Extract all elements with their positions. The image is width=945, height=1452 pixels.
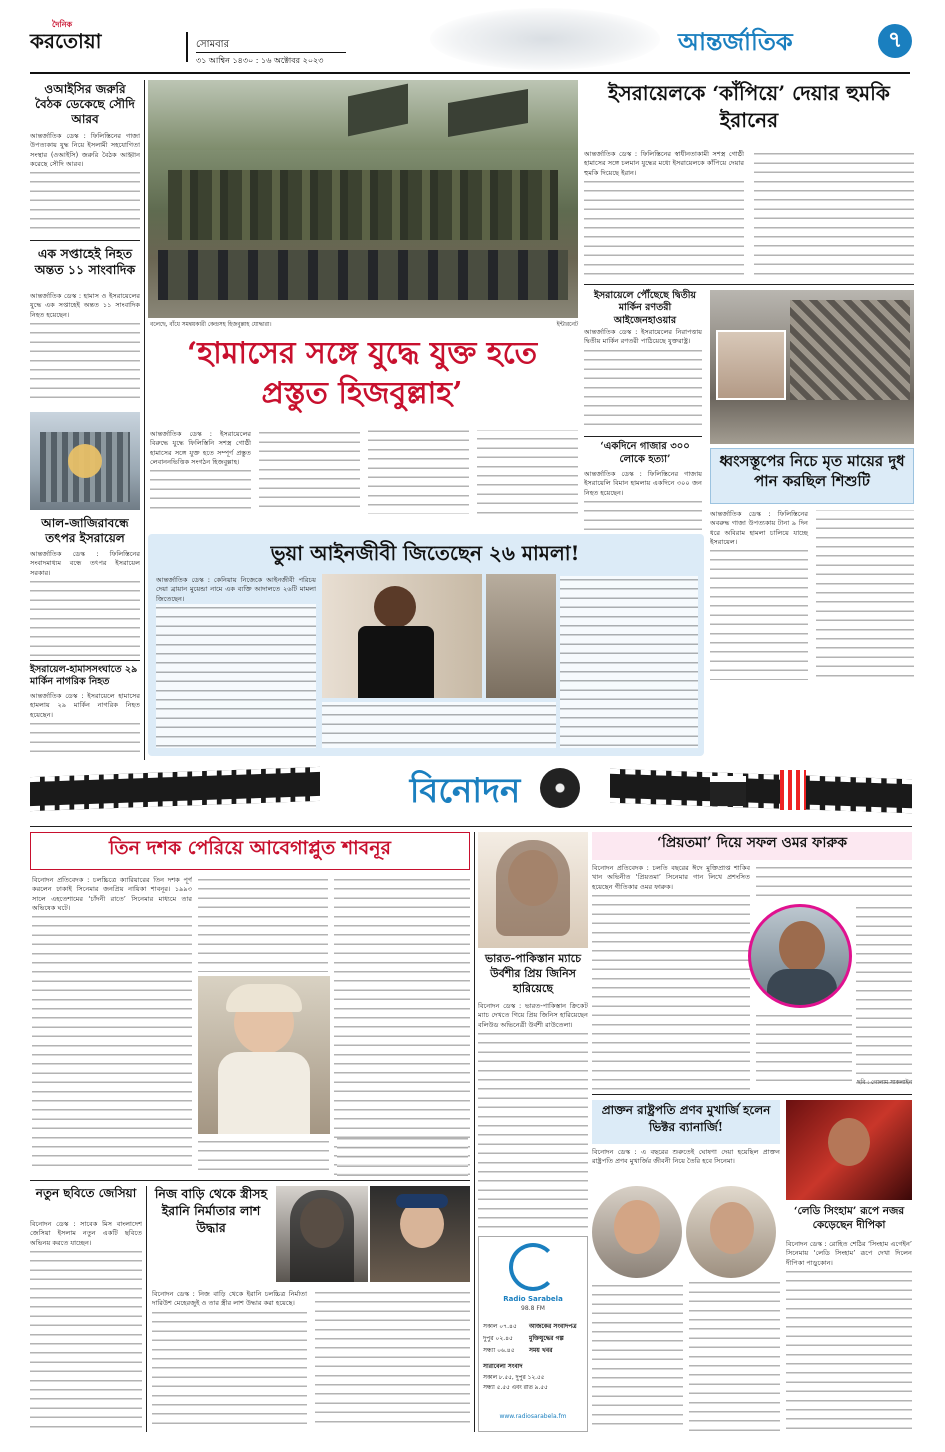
omar-byline: ছবি : গোলাম সাকলাইন <box>857 1080 912 1086</box>
omar-body-2 <box>756 864 912 904</box>
radio-title-2: মুক্তিযুদ্ধের গল্প <box>529 1335 564 1342</box>
photo-credit: ইন্টারনেট <box>556 322 578 328</box>
radio-times-2: সন্ধ্যা ৫.৫৫ এবং রাত ৯.৫৫ <box>483 1385 548 1391</box>
story-journalists-body: আন্তর্জাতিক ডেস্ক : হামাস ও ইসরায়েলের যুদ্ধে এক সপ্তাহেই অন্তত ১১ সাংবাদিক নিহত হয়েছেন। <box>30 292 140 404</box>
shabnur-body-1: বিনোদন প্রতিবেদক : চলচ্চিত্রে ক্যারিয়ারের তিন দশক পূর্ণ করলেন ঢাকাই সিনেমার জনপ্রিয় নায়িকা শাবনূর। ১৯৯৩ সালে এহতেশামের ‘চাঁদনী রাতে’ সিনেমার মাধ্যমে তার অভিষেক ঘটে। <box>32 876 192 1176</box>
radio-title-1: আজকের সংবাদপত্র <box>529 1323 577 1330</box>
lawyer-body-bottom <box>322 702 556 748</box>
radio-time-1: সকাল ০৭.৪৫ <box>483 1323 517 1330</box>
radio-time-3: সন্ধ্যা ০৬.৪৫ <box>483 1347 515 1354</box>
iran-headline: ইসরায়েলকে ‘কাঁপিয়ে’ দেয়ার হুমকি ইরানের <box>608 81 890 132</box>
clapperboard-icon <box>710 776 746 806</box>
child-inset-photo <box>716 330 786 400</box>
main-story-body: আন্তর্জাতিক ডেস্ক : ইসরায়েলের বিরুদ্ধে যুদ্ধে ফিলিস্তিনি সশস্ত্র গোষ্ঠী হামাসের সঙ্গে যুক্ত হতে সম্পূর্ণ প্রস্তুত লেবাননভিত্তিক সংগঠন হিজবুল্লাহ। <box>150 430 578 530</box>
victor-photo <box>686 1186 776 1278</box>
film-strip-right <box>610 769 912 814</box>
lawyer-body-left: আন্তর্জাতিক ডেস্ক : কেনিয়ায় নিজেকে আইনজীবী পরিচয় দেয়া ব্রায়ান মুয়েন্ডা নামে এক ব্যক্তি আদালতে ২৬টি মামলা জিতেছেন। <box>156 576 316 748</box>
story-oic-body: আন্তর্জাতিক ডেস্ক : ফিলিস্তিনের গাজা উপত্যকায় যুদ্ধ নিয়ে ইসলামী সহযোগিতা সংস্থার (ওআইসি) জরুরি বৈঠক আহ্বান করেছে সৌদি আরব। <box>30 132 140 234</box>
page-number: ৭ <box>878 24 912 58</box>
director-wife-photo <box>276 1186 368 1282</box>
logo <box>30 18 180 64</box>
hezbollah-photo <box>148 80 578 318</box>
lawyer-body-right <box>560 576 698 748</box>
shabnur-body-2 <box>198 876 328 972</box>
issue-date: ৩১ আশ্বিন ১৪৩০ : ১৬ অক্টোবর ২০২৩ <box>196 56 324 65</box>
gaza300-headline: ‘একদিনে গাজার ৩০০ লোকে হত্যা’ <box>600 441 690 465</box>
main-headline: ‘হামাসের সঙ্গে যুদ্ধে যুক্ত হতে প্রস্তুত হিজবুল্লাহ’ <box>186 336 538 411</box>
photo-caption: বলেছে, বাঁধে সমন্বয়কারী কেন্দ্রসহ হিজবুল্লাহ যোদ্ধারা। <box>150 322 272 328</box>
issue-day: সোমবার <box>196 39 230 50</box>
iran-director-body: বিনোদন ডেস্ক : নিজ বাড়ি থেকে ইরানি চলচ্চিত্র নির্মাতা দারিউশ মেহেরজুই ও তার স্ত্রীর লাশ উদ্ধার করা হয়েছে। <box>152 1290 470 1432</box>
pranab-body-1: বিনোদন ডেস্ক : এ বছরের শুরুতেই ঘোষণা দেয়া হয়েছিল প্রাক্তন রাষ্ট্রপতি প্রণব মুখার্জির জীবনী নিয়ে তৈরি হবে সিনেমা। <box>592 1148 780 1166</box>
mother-headline: ধ্বংসস্তূপের নিচে মৃত মায়ের দুধ পান করছিল শিশুটি <box>719 452 905 490</box>
deepika-headline: ‘লেডি সিংহাম’ রূপে নজর কেড়েছেন দীপিকা <box>793 1205 905 1232</box>
iran-story-body: আন্তর্জাতিক ডেস্ক : ফিলিস্তিনের স্বাধীনতাকামী সশস্ত্র গোষ্ঠী হামাসের সঙ্গে চলমান যুদ্ধের মধ্যে ইসরায়েলকে কাঁপিয়ে দেয়ার হুমকি দিয়েছে ইরান। <box>584 150 914 280</box>
lawyer-photo <box>322 574 482 698</box>
film-strip-left <box>30 767 320 811</box>
iran-director-headline: নিজ বাড়ি থেকে স্ত্রীসহ ইরানি নির্মাতার লাশ উদ্ধার <box>154 1186 268 1235</box>
film-reel-icon <box>540 768 580 808</box>
urvashi-photo <box>478 832 588 948</box>
binodon-title: বিনোদন <box>409 771 521 811</box>
radio-frequency: 98.8 FM <box>521 1305 545 1312</box>
director-photo <box>370 1186 470 1282</box>
radio-times: সকাল ৮.৫৫, দুপুর ১২.৫৫ <box>483 1375 545 1381</box>
radio-logo-icon <box>509 1243 557 1291</box>
story-americans-body: আন্তর্জাতিক ডেস্ক : ইসরায়েলে হামাসের হামলায় ২৯ মার্কিন নাগরিক নিহত হয়েছেন। <box>30 692 140 760</box>
story-americans-headline: ইসরায়েল-হামাসসংঘাতে ২৯ মার্কিন নাগরিক নিহত <box>30 664 138 687</box>
story-journalists-headline: এক সপ্তাহেই নিহত অন্তত ১১ সাংবাদিক <box>34 246 136 277</box>
lawyer-photo-2 <box>486 574 556 698</box>
popcorn-icon <box>780 770 806 810</box>
radio-extra: সারাবেলা সংবাদ <box>483 1363 523 1370</box>
omar-photo <box>748 904 852 1008</box>
jessia-body: বিনোদন ডেস্ক : সাবেক মিস বাংলাদেশ জেসিয়া ইসলাম নতুন একটি ছবিতে অভিনয় করতে যাচ্ছেন। <box>30 1220 142 1432</box>
deepika-photo <box>786 1100 912 1200</box>
radio-time-2: দুপুর ০২.৪৫ <box>483 1335 513 1342</box>
radio-title-3: সময় খবর <box>529 1347 553 1354</box>
gaza300-body: আন্তর্জাতিক ডেস্ক : ফিলিস্তিনের গাজায় ইসরায়েলি বিমান হামলায় একদিনে ৩০০ জন নিহত হয়েছেন। <box>584 470 702 606</box>
mother-body: আন্তর্জাতিক ডেস্ক : ফিলিস্তিনের অবরুদ্ধ গাজা উপত্যকায় টানা ৯ দিন ধরে অবিরাম হামলা চালিয়ে যাচ্ছে ইসরায়েল। <box>710 510 914 680</box>
story-oic-headline: ওআইসির জরুরি বৈঠক ডেকেছে সৌদি আরব <box>35 82 135 126</box>
deepika-body: বিনোদন ডেস্ক : রোহিত শেঠির ‘সিংহাম এগেইন’ সিনেমায় ‘লেডি সিংহাম’ রূপে দেখা দিলেন দীপিকা পাড়ুকোন। <box>786 1240 912 1432</box>
shabnur-photo <box>198 976 330 1134</box>
shabnur-headline: তিন দশক পেরিয়ে আবেগাপ্লুত শাবনূর <box>108 837 391 859</box>
gaza-rubble-photo <box>710 290 914 444</box>
logo-text: করতোয়া <box>30 29 102 53</box>
story-aljazeera-headline: আল-জাজিরাবন্ধে তৎপর ইসরায়েল <box>41 516 129 545</box>
masthead <box>0 0 945 74</box>
pranab-body-2 <box>592 1282 780 1432</box>
section-name: আন্তর্জাতিক <box>678 27 793 56</box>
radio-url[interactable]: www.radiosarabela.fm <box>499 1413 567 1420</box>
shabnur-body-4 <box>198 1138 468 1178</box>
section-title <box>678 22 908 64</box>
left-column <box>30 80 140 760</box>
pranab-photo <box>592 1186 682 1278</box>
aljazeera-logo-icon <box>68 444 102 478</box>
aljazeera-photo <box>30 412 140 510</box>
radio-ad <box>478 1236 588 1432</box>
omar-body-1: বিনোদন প্রতিবেদক : চলতি বছরের ঈদে মুক্তিপ্রাপ্ত শাকিব খান অভিনীত ‘প্রিয়তমা’ সিনেমার গান লিখে প্রশংসিত হয়েছেন গীতিকার ওমর ফারুক। <box>592 864 750 1090</box>
urvashi-body: বিনোদন ডেস্ক : ভারত-পাকিস্তান ক্রিকেট ম্যাচ দেখতে গিয়ে প্রিয় জিনিস হারিয়েছেন বলিউড অভিনেত্রী উর্বশী রাউতেলা। <box>478 1002 588 1232</box>
carrier-body: আন্তর্জাতিক ডেস্ক : ইসরায়েলের নিরাপত্তায় দ্বিতীয় মার্কিন রণতরী পাঠিয়েছে যুক্তরাষ্ট্র। <box>584 328 702 432</box>
omar-headline: ‘প্রিয়তমা’ দিয়ে সফল ওমর ফারুক <box>656 835 848 851</box>
carrier-headline: ইসরায়েলে পৌঁছেছে দ্বিতীয় মার্কিন রণতরী আইজেনহাওয়ার <box>593 290 697 326</box>
urvashi-headline: ভারত-পাকিস্তান ম্যাচে উর্বশীর প্রিয় জিনিস হারিয়েছে <box>484 952 582 995</box>
lawyer-headline: ভুয়া আইনজীবী জিতেছেন ২৬ মামলা! <box>270 541 580 565</box>
story-aljazeera-body: আন্তর্জাতিক ডেস্ক : ফিলিস্তিনের সংবাদমাধ্যম বন্ধে তৎপর ইসরায়েল সরকার। <box>30 550 140 656</box>
jessia-headline: নতুন ছবিতে জেসিয়া <box>35 1186 137 1200</box>
omar-body-4 <box>756 1012 852 1082</box>
globe-watermark <box>430 8 660 70</box>
logo-small: দৈনিক <box>52 20 73 29</box>
radio-name: Radio Sarabela <box>503 1295 563 1303</box>
omar-body-3 <box>856 904 912 1090</box>
shabnur-body-3 <box>334 876 470 1176</box>
binodon-banner <box>30 762 912 824</box>
pranab-headline: প্রাক্তন রাষ্ট্রপতি প্রণব মুখার্জি হলেন ভিক্টর ব্যানার্জি! <box>601 1103 771 1134</box>
